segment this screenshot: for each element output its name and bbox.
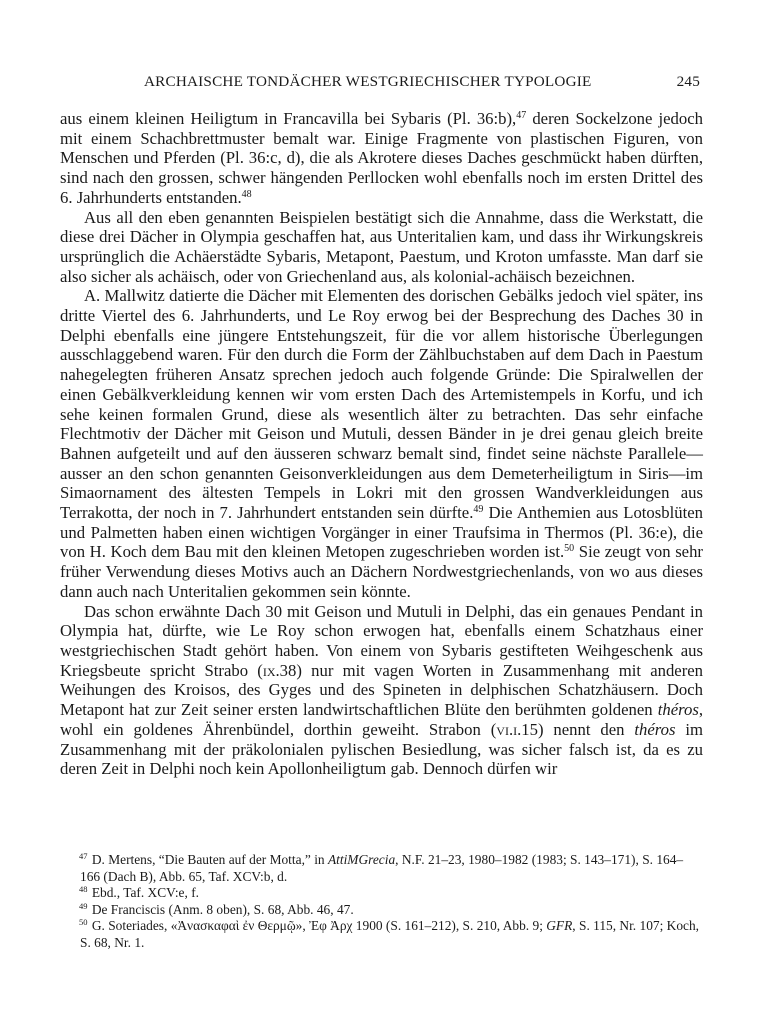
footnotes xyxy=(60,852,703,952)
text-run: Sie zeugt von sehr früher Verwendung dieses Motivs auch an Dächern Nordwestgriechenlands, von wo aus dieses dann auch nach Unteritalien gekommen sein könnte. xyxy=(60,542,703,601)
footnote-49 xyxy=(60,902,703,919)
footnote-text: Ebd., Taf. XCV:e, f. xyxy=(88,885,200,901)
main-text xyxy=(60,109,703,779)
italic-term: théros xyxy=(634,719,676,739)
paragraph-4 xyxy=(60,602,703,779)
footnote-50 xyxy=(60,918,703,951)
italic-title: AttiMGrecia xyxy=(327,852,396,867)
page-number: 245 xyxy=(676,73,700,90)
footnote-text: , N.F. 21–23, 1980–1982 (1983; S. 143–171), S. 164–166 (Dach B), Abb. 65, Taf. XCV:b, d. xyxy=(80,852,684,884)
footnote-47 xyxy=(60,852,703,885)
footnote-number: 49 xyxy=(79,900,88,911)
text-run: ) nennt den xyxy=(537,719,635,739)
footnote-ref: 49 xyxy=(473,504,484,516)
text-run: Das schon erwähnte Dach 30 mit Geison und Mutuli in Delphi, das ein genaues Pendant in Olympia hat, dürfte, wie Le Roy schon erwogen hat, ebenfalls einem Schatzhaus einer westgriechischen Stadt gehört haben. Von einem von Sybaris gestifteten Weihgeschenk aus Kriegsbeute spricht Strabo ( xyxy=(60,601,703,680)
text-run: ) nur mit vagen Worten in Zusammenhang mit anderen Weihungen des Kroisos, des Gyges und des Spineten in delphischen Schatzhäusern. Doch Metapont hat zur Zeit seiner ersten landwirtschaftlichen Blüte den berühmten goldenen xyxy=(60,660,704,720)
footnote-text: D. Mertens, “Die Bauten auf der Motta,” in xyxy=(88,852,328,867)
text-run: A. Mallwitz datierte die Dächer mit Elementen des dorischen Gebälks jedoch viel später, ins dritte Viertel des 6. Jahrhunderts, und Le Roy erwog bei der Besprechung des Daches 30 in Delphi ebenfalls eine jüngere Entstehungszeit, für die vor allem historische Überlegungen ausschlaggebend waren. Für den durch die Form der Zählbuchstaben auf dem Dach in Paestum nahegelegten früheren Ansatz sprechen jedoch auch folgende Gründe: Die Spiralwellen der einen Gebälkverkleidung kennen wir vom ersten Dach des Artemistempels in Korfu, und ich sehe keinen formalen Grund, diese als wesentlich älter zu betrachten. Das sehr einfache Flechtmotiv der Dächer mit Geison und Mutuli, dessen Bänder in je drei genau gleich breite Bahnen aufgeteilt und auf den äusseren schwarz bemalt sind, findet seine nächste Parallele—ausser an den schon genannten Geisonverkleidungen aus dem Demeterheiligtum in Siris—im Simaornament des ältesten Tempels in Lokri mit den grossen Wandverkleidungen aus Terrakotta, der noch in 7. Jahrhundert entstanden sein dürfte. xyxy=(60,286,703,523)
paragraph-2: Aus all den eben genannten Beispielen bestätigt sich die Annahme, dass die Werkstatt, die diese drei Dächer in Olympia geschaffen hat, aus Unteritalien kam, und dass ihr Wirkungskreis ursprünglich die Achäerstädte Sybaris, Metapont, Paestum, und Kroton umfasste. Man darf sie also sicher als achäisch, oder von Griechenland aus, als kolonial-achäisch bezeichnen. xyxy=(60,207,703,286)
paragraph-3 xyxy=(60,286,703,601)
text-run: im Zusammenhang mit der präkolonialen pylischen Besiedlung, was sicher falsch ist, da es zu deren Zeit in Delphi noch kein Apollonheiligtum gab. Dennoch dürfen wir xyxy=(60,719,704,779)
footnote-text: De Franciscis (Anm. 8 oben), S. 68, Abb. 46, 47. xyxy=(88,901,354,917)
footnote-number: 50 xyxy=(79,917,88,928)
italic-term: théros xyxy=(657,700,699,720)
footnote-text: G. Soteriades, «Ἀνασκαφαὶ ἐν Θερμῷ», Ἐφ Ἀρχ 1900 (S. 161–212), S. 210, Abb. 9; xyxy=(88,918,547,934)
footnote-text: , S. 115, Nr. 107; Koch, S. 68, Nr. 1. xyxy=(80,918,700,950)
text-run: , wohl ein goldenes Ährenbündel, dorthin geweiht. Strabon ( xyxy=(60,700,703,739)
footnote-number: 47 xyxy=(79,851,88,861)
text-run: Die Anthemien aus Lotosblüten und Palmetten haben einen wichtigen Vorgänger in einer Traufsima in Thermos (Pl. 36:e), die von H. Koch dem Bau mit den kleinen Metopen zugeschrieben worden ist. xyxy=(60,503,703,562)
running-header xyxy=(50,73,700,93)
footnote-ref: 50 xyxy=(564,543,575,555)
text-run: deren Sockelzone jedoch mit einem Schachbrettmuster bemalt war. Einige Fragmente von plastischen Figuren, von Menschen und Pferden (Pl. 36:c, d), die als Akrotere dieses Daches geschmückt haben dürften, sind nach den grossen, schwer hängenden Perllocken wohl ebenfalls noch im ersten Drittel des 6. Jahrhunderts entstanden. xyxy=(60,109,703,207)
citation-ref: ix.38 xyxy=(262,660,297,680)
citation-ref: vi.i.15 xyxy=(496,719,538,739)
footnote-ref: 48 xyxy=(241,188,252,200)
text-run: aus einem kleinen Heiligtum in Francavilla bei Sybaris (Pl. 36:b), xyxy=(60,109,517,128)
footnote-number: 48 xyxy=(79,884,88,895)
italic-title: GFR xyxy=(546,918,573,934)
paragraph-1 xyxy=(60,109,703,208)
footnote-ref: 47 xyxy=(516,110,527,121)
footnote-48 xyxy=(60,885,703,902)
running-title: ARCHAISCHE TONDÄCHER WESTGRIECHISCHER TYPOLOGIE xyxy=(144,73,592,90)
